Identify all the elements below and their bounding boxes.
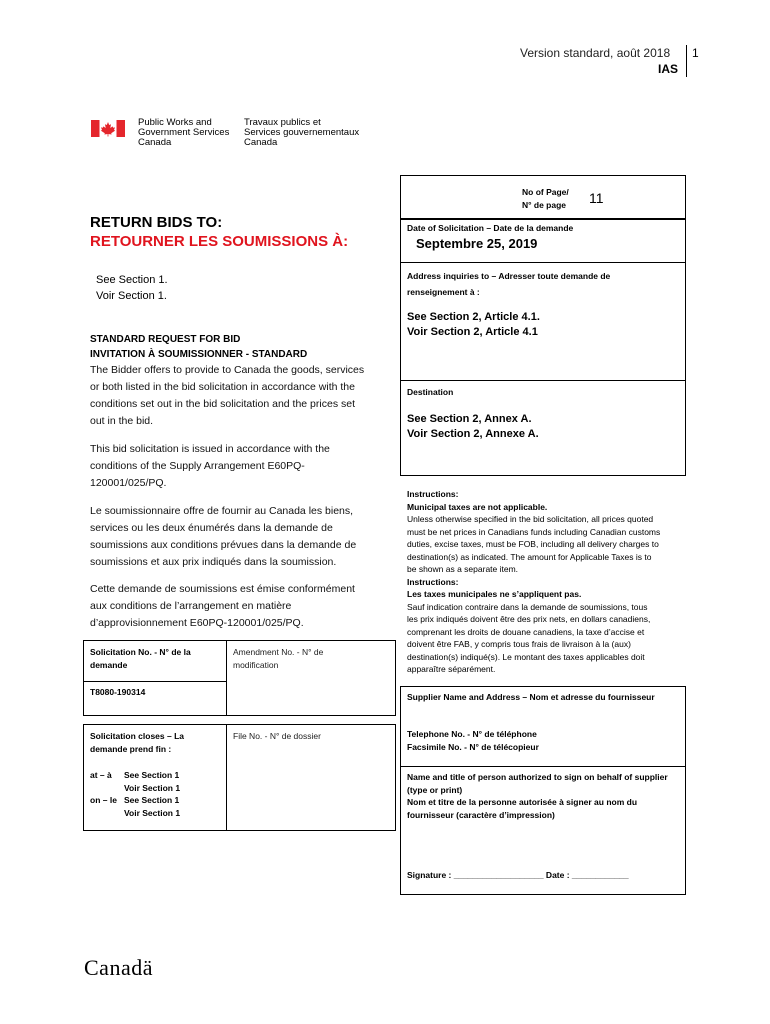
solicitation-number-cell: Solicitation No. - N° de la demande T8080-190314 [83,640,227,716]
header-divider [686,45,687,77]
request-paragraph-1: The Bidder offers to provide to Canada the goods, services or both listed in the bid solicitation in accordance with the conditions set out in the bid solicitation and the prices set out in the bid. [90,364,365,427]
page-count-label: No of Page/ N° de page [522,187,569,210]
return-address: See Section 1. Voir Section 1. [96,274,168,302]
instructions-block: Instructions: Municipal taxes are not applicable. Unless otherwise specified in the bid solicitation, all prices quoted must be net prices in Canadians funds including Canadian customs duties, excise taxes, must be FOB, including all delivery charges to destination(s) as indicated. The amount for Applicable Taxes is to be shown as a separate item. Instructions: Les taxes municipales ne s’appliquent pas. Sauf indication contraire dans la demande de soumissions, tous les prix indiqués doivent être des prix nets, en dollars canadiens, comprenant les droits de douane canadiens, la taxe d’accise et doivent être FAB, y compris tous frais de livraison à la (aux) destination(s) indiqué(s). Le montant des taxes applicables doit apparaître séparément. [407,489,661,674]
solicitation-number-value: T8080-190314 [90,687,146,697]
canada-wordmark: Canadä [84,955,153,980]
request-title: STANDARD REQUEST FOR BID INVITATION À SOUMISSIONNER - STANDARD [90,334,308,360]
date-label: Date of Solicitation – Date de la demande [407,223,574,233]
request-paragraph-4: Cette demande de soumissions est émise conformément aux conditions de l’arrangement en matière d’approvisionnement E60PQ-120001/025/PQ. [90,583,355,629]
request-paragraph-3: Le soumissionnaire offre de fournir au Canada les biens, services ou les deux énumérés dans la demande de soumissions aux conditions prévues dans la demande de soumissions et aux prix indiqués dans la soumission. [90,505,357,568]
canada-flag-icon [91,120,125,137]
version-text: Version standard, août 2018 [520,46,671,60]
divider [83,681,227,682]
return-bids-title-fr: RETOURNER LES SOUMISSIONS À: [90,233,349,250]
destination-value: See Section 2, Annex A. Voir Section 2, Annexe A. [407,413,539,440]
date-value: Septembre 25, 2019 [416,236,538,251]
page-count-value: 11 [589,190,604,206]
doc-code: IAS [658,62,679,76]
divider [400,262,686,263]
divider [400,766,686,767]
closing-cell: Solicitation closes – La demande prend fin : at – à See Section 1 Voir Section 1 on – le See Section 1 Voir Section 1 [83,724,227,831]
file-number-cell: File No. - N° de dossier [226,724,396,831]
return-bids-title: RETURN BIDS TO: [90,214,223,231]
address-label: Address inquiries to – Adresser toute demande de renseignement à : [407,271,611,297]
agency-name-fr: Travaux publics et Services gouvernementaux Canada [244,117,360,148]
authorized-person-label: Name and title of person authorized to sign on behalf of supplier (type or print) Nom et titre de la personne autorisée à signer au nom du fournisseur (caractère d’impression) [407,772,668,820]
supplier-phone: Telephone No. - N° de téléphone Facsimile No. - N° de télécopieur [407,729,539,752]
address-value: See Section 2, Article 4.1. Voir Section 2, Article 4.1 [407,311,540,338]
destination-label: Destination [407,387,454,397]
supplier-label: Supplier Name and Address – Nom et adresse du fournisseur [407,692,655,702]
agency-name-en: Public Works and Government Services Canada [138,117,230,148]
amendment-number-cell: Amendment No. - N° de modification [226,640,396,716]
divider [400,380,686,381]
request-paragraph-2: This bid solicitation is issued in accordance with the conditions of the Supply Arrangement E60PQ- 120001/025/PQ. [90,443,330,489]
page-number: 1 [692,46,699,60]
signature-line: Signature : ___________________ Date : ____________ [407,870,629,880]
